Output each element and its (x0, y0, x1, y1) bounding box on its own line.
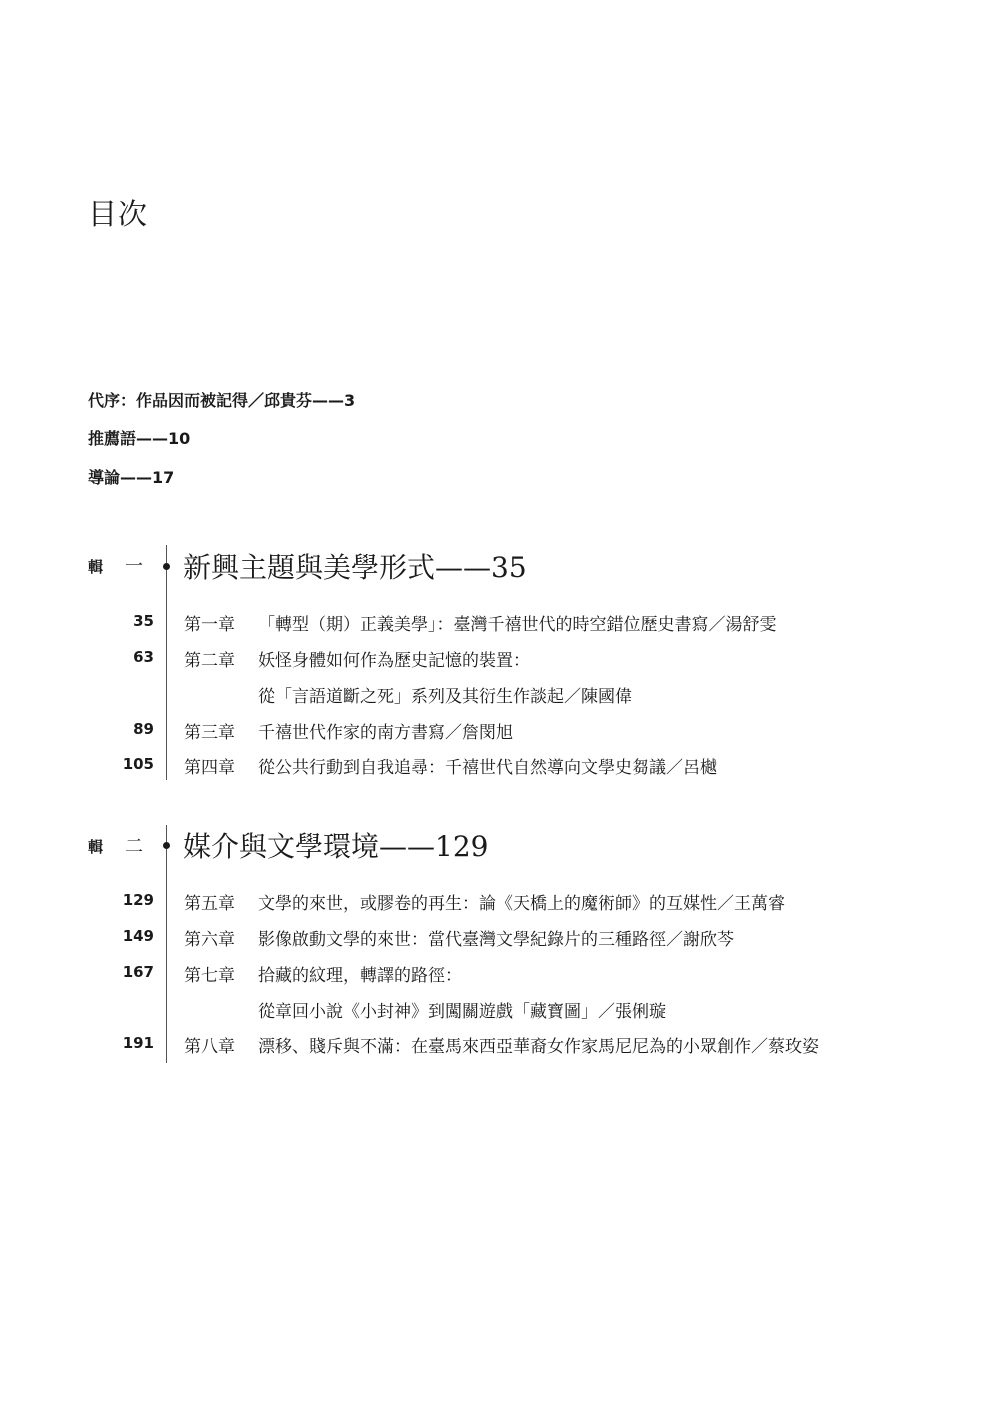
chapter-label: 第一章 (184, 615, 235, 635)
part-two-bullet (163, 842, 170, 849)
chapter-page: 89 (133, 720, 154, 738)
chapter-title[interactable]: 妖怪身體如何作為歷史記憶的裝置： (258, 651, 530, 671)
chapter-title[interactable]: 「轉型（期）正義美學」：臺灣千禧世代的時空錯位歷史書寫／湯舒雯 (258, 615, 777, 635)
chapter-page: 129 (122, 891, 154, 909)
chapter-label: 第二章 (184, 651, 235, 671)
chapter-page: 167 (122, 963, 154, 981)
chapter-page: 105 (122, 755, 154, 773)
chapter-label: 第五章 (184, 894, 235, 914)
chapter-page: 149 (122, 927, 154, 945)
chapter-page: 35 (133, 612, 154, 630)
front-matter-item[interactable]: 導論——17 (88, 468, 175, 487)
chapter-label: 第六章 (184, 930, 235, 950)
page-title: 目次 (88, 197, 149, 231)
chapter-title[interactable]: 從公共行動到自我追尋：千禧世代自然導向文學史芻議／呂樾 (258, 758, 717, 778)
front-matter-item[interactable]: 代序：作品因而被記得／邱貴芬——3 (88, 391, 356, 410)
chapter-title[interactable]: 影像啟動文學的來世：當代臺灣文學紀錄片的三種路徑／謝欣芩 (258, 930, 734, 950)
chapter-title[interactable]: 拾藏的紋理，轉譯的路徑： (258, 966, 462, 986)
part-one-title[interactable]: 新興主題與美學形式——35 (183, 551, 527, 584)
chapter-label: 第七章 (184, 966, 235, 986)
chapter-title-continued[interactable]: 從章回小說《小封神》到闖關遊戲「藏寶圖」／張俐璇 (258, 1002, 666, 1022)
front-matter-item[interactable]: 推薦語——10 (88, 429, 191, 448)
chapter-label: 第八章 (184, 1037, 235, 1057)
chapter-label: 第三章 (184, 723, 235, 743)
part-one-rule (166, 545, 167, 780)
chapter-title[interactable]: 千禧世代作家的南方書寫／詹閔旭 (258, 723, 513, 743)
part-one-bullet (163, 563, 170, 570)
chapter-title[interactable]: 文學的來世，或膠卷的再生：論《天橋上的魔術師》的互媒性／王萬睿 (258, 894, 785, 914)
chapter-title[interactable]: 漂移、賤斥與不滿：在臺馬來西亞華裔女作家馬尼尼為的小眾創作／蔡玫姿 (258, 1037, 819, 1057)
chapter-page: 63 (133, 648, 154, 666)
part-two-title[interactable]: 媒介與文學環境——129 (183, 830, 489, 863)
chapter-page: 191 (122, 1034, 154, 1052)
part-two-rule (166, 825, 167, 1063)
part-two-label: 輯 二 (88, 836, 144, 857)
chapter-title-continued[interactable]: 從「言語道斷之死」系列及其衍生作談起／陳國偉 (258, 687, 632, 707)
part-one-label: 輯 一 (88, 556, 144, 577)
chapter-label: 第四章 (184, 758, 235, 778)
